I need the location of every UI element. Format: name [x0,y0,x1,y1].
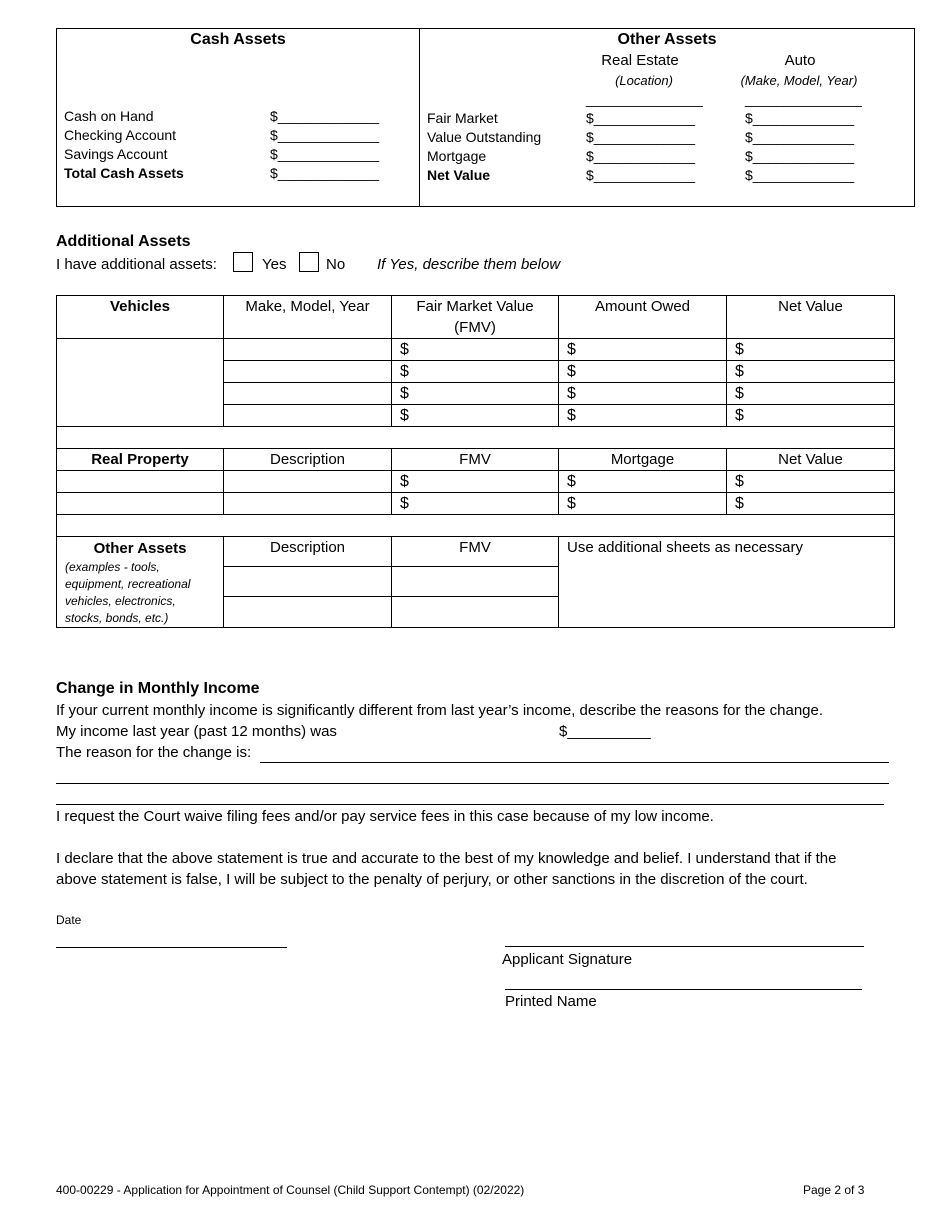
auto-mortgage-field[interactable]: $_____________ [745,148,855,164]
no-checkbox[interactable] [299,252,319,272]
real-estate-location-sub: (Location) [615,73,673,88]
income-last-year-field[interactable]: $__________ [559,723,651,740]
vehicle-make-cell[interactable] [224,361,392,383]
additional-assets-prompt: I have additional assets: [56,256,217,273]
real-property-mortgage-cell[interactable]: $ [559,493,727,515]
real-property-mortgage-header: Mortgage [559,449,727,471]
amount-owed-header: Amount Owed [559,296,727,339]
vehicle-net-cell[interactable]: $ [727,405,895,427]
yes-checkbox[interactable] [233,252,253,272]
vehicle-make-cell[interactable] [224,339,392,361]
vehicle-net-cell[interactable]: $ [727,383,895,405]
vehicle-net-cell[interactable]: $ [727,339,895,361]
vehicle-fmv-cell[interactable]: $ [392,405,559,427]
real-property-description-cell[interactable] [224,493,392,515]
savings-account-label: Savings Account [64,146,168,162]
vehicles-header-row [57,296,895,339]
vehicle-owed-cell[interactable]: $ [559,339,727,361]
describe-hint: If Yes, describe them below [377,256,561,273]
value-outstanding-label: Value Outstanding [427,129,542,145]
assets-divider [419,28,420,207]
real-estate-net-value-field[interactable]: $_____________ [586,167,696,183]
vehicle-fmv-cell[interactable]: $ [392,383,559,405]
savings-account-field[interactable]: $_____________ [270,146,380,162]
additional-assets-table [56,295,895,628]
real-property-label-cell[interactable] [57,471,224,493]
income-last-year-label: My income last year (past 12 months) was [56,723,337,740]
other-asset-description-cell[interactable] [224,597,392,628]
vehicles-label-cell [57,339,224,427]
vehicle-fmv-cell[interactable]: $ [392,361,559,383]
auto-net-value-field[interactable]: $_____________ [745,167,855,183]
other-assets-label-cell [57,537,224,628]
fee-waiver-request: I request the Court waive filing fees and/or pay service fees in this case because of my low income. [56,808,714,825]
real-property-net-cell[interactable]: $ [727,471,895,493]
real-property-description-cell[interactable] [224,471,392,493]
table-row [57,339,895,361]
mortgage-label: Mortgage [427,148,487,164]
auto-heading: Auto [784,52,816,69]
yes-label: Yes [262,256,287,273]
spacer-row [57,515,895,537]
real-property-net-cell[interactable]: $ [727,493,895,515]
real-property-fmv-cell[interactable]: $ [392,471,559,493]
vehicle-net-cell[interactable]: $ [727,361,895,383]
net-value-header: Net Value [727,296,895,339]
checking-account-label: Checking Account [64,127,177,143]
declaration-line-1: I declare that the above statement is true and accurate to the best of my knowledge and belief. I understand that if the [56,850,837,867]
printed-name-line[interactable] [505,989,862,990]
spacer-row [57,427,895,449]
real-property-header: Real Property [57,449,224,471]
spacer-cell [57,427,895,449]
applicant-signature-line[interactable] [505,946,864,947]
auto-fair-market-field[interactable]: $_____________ [745,110,855,126]
other-assets-examples: (examples - tools, equipment, recreational vehicles, electronics, stocks, bonds, etc.) [65,560,191,625]
other-assets-fmv-header: FMV [392,537,559,567]
real-property-description-header: Description [224,449,392,471]
other-assets-description-header: Description [224,537,392,567]
other-asset-fmv-cell[interactable] [392,597,559,628]
reason-line-2[interactable] [56,783,889,784]
reason-line-1[interactable] [260,762,889,763]
auto-make-model-field[interactable]: _______________ [745,91,862,107]
additional-assets-title: Additional Assets [56,233,191,250]
auto-make-model-sub: (Make, Model, Year) [740,73,858,88]
real-estate-mortgage-field[interactable]: $_____________ [586,148,696,164]
no-label: No [326,256,346,273]
real-property-fmv-header: FMV [392,449,559,471]
real-property-header-row [57,449,895,471]
other-assets-title: Other Assets [617,31,717,48]
real-estate-fair-market-field[interactable]: $_____________ [586,110,696,126]
make-model-year-header: Make, Model, Year [224,296,392,339]
other-assets-header: Other Assets [93,540,187,557]
real-estate-outstanding-field[interactable]: $_____________ [586,129,696,145]
cash-on-hand-label: Cash on Hand [64,108,154,124]
spacer-cell [57,515,895,537]
real-property-net-value-header: Net Value [727,449,895,471]
vehicle-make-cell[interactable] [224,383,392,405]
reason-label: The reason for the change is: [56,744,252,761]
real-property-fmv-cell[interactable]: $ [392,493,559,515]
date-line[interactable] [56,947,287,948]
fair-market-label: Fair Market [427,110,498,126]
printed-name-label: Printed Name [505,993,597,1010]
income-change-title: Change in Monthly Income [56,680,260,697]
real-property-mortgage-cell[interactable]: $ [559,471,727,493]
date-label: Date [56,913,82,927]
total-cash-assets-label: Total Cash Assets [64,165,184,181]
other-asset-fmv-cell[interactable] [392,567,559,597]
other-asset-description-cell[interactable] [224,567,392,597]
additional-sheets-note: Use additional sheets as necessary [559,537,895,628]
table-row [57,471,895,493]
income-change-intro: If your current monthly income is significantly different from last year’s income, describe the reasons for the change. [56,702,824,719]
vehicle-owed-cell[interactable]: $ [559,405,727,427]
checking-account-field[interactable]: $_____________ [270,127,380,143]
total-cash-assets-field[interactable]: $_____________ [270,165,380,181]
real-estate-location-field[interactable]: _______________ [586,91,703,107]
real-property-label-cell[interactable] [57,493,224,515]
cash-on-hand-field[interactable]: $_____________ [270,108,380,124]
vehicle-owed-cell[interactable]: $ [559,383,727,405]
vehicle-fmv-cell[interactable]: $ [392,339,559,361]
vehicles-header: Vehicles [57,296,224,339]
other-assets-header-row [57,537,895,567]
vehicle-make-cell[interactable] [224,405,392,427]
real-estate-heading: Real Estate [601,52,679,69]
form-identifier: 400-00229 - Application for Appointment of Counsel (Child Support Contempt) (02/2022) [56,1183,525,1197]
declaration-line-2: above statement is false, I will be subject to the penalty of perjury, or other sanctions in the discretion of the court. [56,871,808,888]
reason-line-3[interactable] [56,804,884,805]
fmv-header: Fair Market Value (FMV) [392,296,559,339]
net-value-label: Net Value [427,167,491,183]
page-number: Page 2 of 3 [803,1183,865,1197]
applicant-signature-label: Applicant Signature [502,951,633,968]
table-row [57,493,895,515]
cash-assets-title: Cash Assets [190,31,286,48]
vehicle-owed-cell[interactable]: $ [559,361,727,383]
auto-outstanding-field[interactable]: $_____________ [745,129,855,145]
